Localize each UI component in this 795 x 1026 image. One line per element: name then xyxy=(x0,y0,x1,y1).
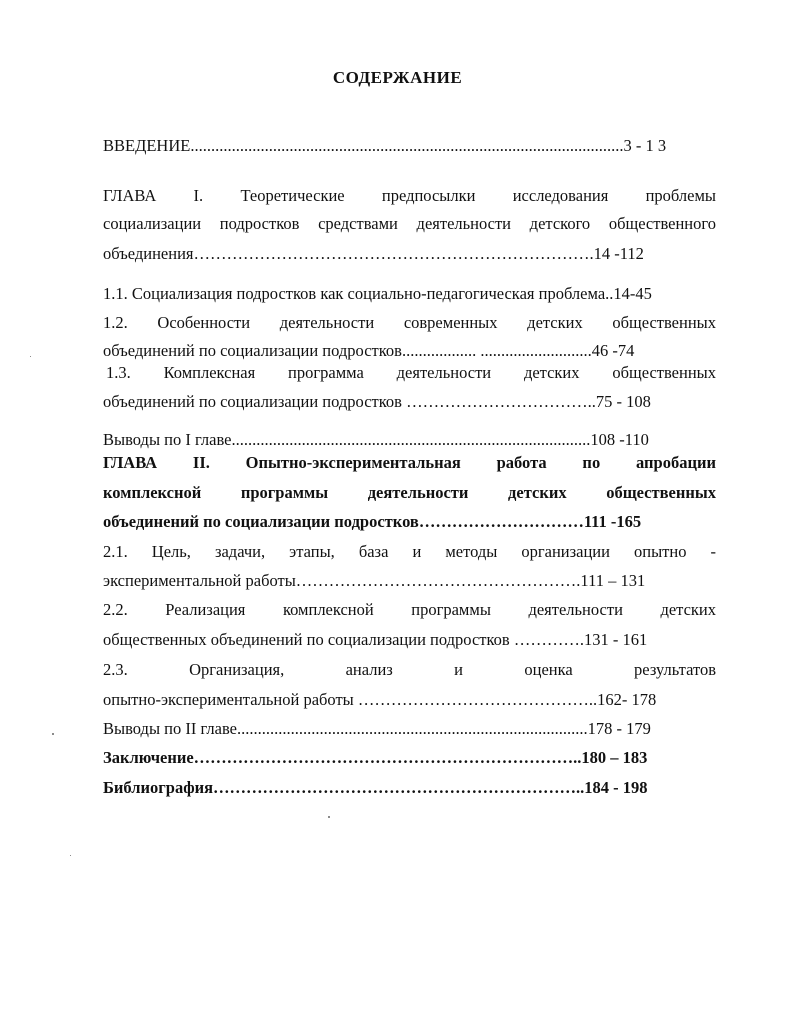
toc-section-1-1: 1.1. Социализация подростков как социально-педагогическая проблема..14-45 xyxy=(103,284,652,303)
toc-chapter1-line3: объединения……………………………………………………………….14 -112 xyxy=(103,244,644,263)
toc-chapter2-line1: ГЛАВА II. Опытно-экспериментальная работа по апробации xyxy=(103,453,716,472)
toc-section-1-3-line1: 1.3. Комплексная программа деятельности детских общественных xyxy=(106,363,716,382)
toc-section-2-3-line2: опытно-экспериментальной работы ……………………………………..162- 178 xyxy=(103,690,657,709)
scan-speck xyxy=(52,733,54,735)
toc-chapter2-line2: комплексной программы деятельности детских общественных xyxy=(103,483,716,502)
toc-conclusions-chapter1: Выводы по I главе.......................................................................................108 -110 xyxy=(103,430,649,449)
toc-conclusions-chapter2: Выводы по II главе.....................................................................................178 - 179 xyxy=(103,719,651,738)
toc-entry-bibliography: Библиография…………………………………………………………..184 - 198 xyxy=(103,778,648,797)
scan-speck xyxy=(328,816,330,818)
toc-section-2-1-line2: экспериментальной работы…………………………………………….111 – 131 xyxy=(103,571,646,590)
toc-chapter2-line3: объединений по социализации подростков…………………………111 -165 xyxy=(103,512,642,531)
scan-speck xyxy=(30,356,31,357)
toc-section-2-1-line1: 2.1. Цель, задачи, этапы, база и методы организации опытно - xyxy=(103,542,716,561)
toc-section-1-3-line2: объединений по социализации подростков ……………………………..75 - 108 xyxy=(103,392,651,411)
toc-entry-introduction: ВВЕДЕНИЕ.........................................................................................................3 - 1 3 xyxy=(103,136,667,155)
toc-section-2-2-line1: 2.2. Реализация комплексной программы деятельности детских xyxy=(103,600,716,619)
toc-entry-conclusion: Заключение……………………………………………………………..180 – 183 xyxy=(103,748,648,767)
toc-section-1-2-line1: 1.2. Особенности деятельности современных детских общественных xyxy=(103,313,716,332)
toc-section-1-2-line2: объединений по социализации подростков.................. ...........................46 -74 xyxy=(103,341,635,360)
toc-section-2-3-line1: 2.3. Организация, анализ и оценка результатов xyxy=(103,660,716,679)
toc-section-2-2-line2: общественных объединений по социализации подростков ………….131 - 161 xyxy=(103,630,648,649)
page-title: СОДЕРЖАНИЕ xyxy=(332,68,463,87)
toc-chapter1-line1: ГЛАВА I. Теоретические предпосылки исследования проблемы xyxy=(103,186,716,205)
toc-chapter1-line2: социализации подростков средствами деятельности детского общественного xyxy=(103,214,716,233)
scan-speck xyxy=(70,855,71,856)
